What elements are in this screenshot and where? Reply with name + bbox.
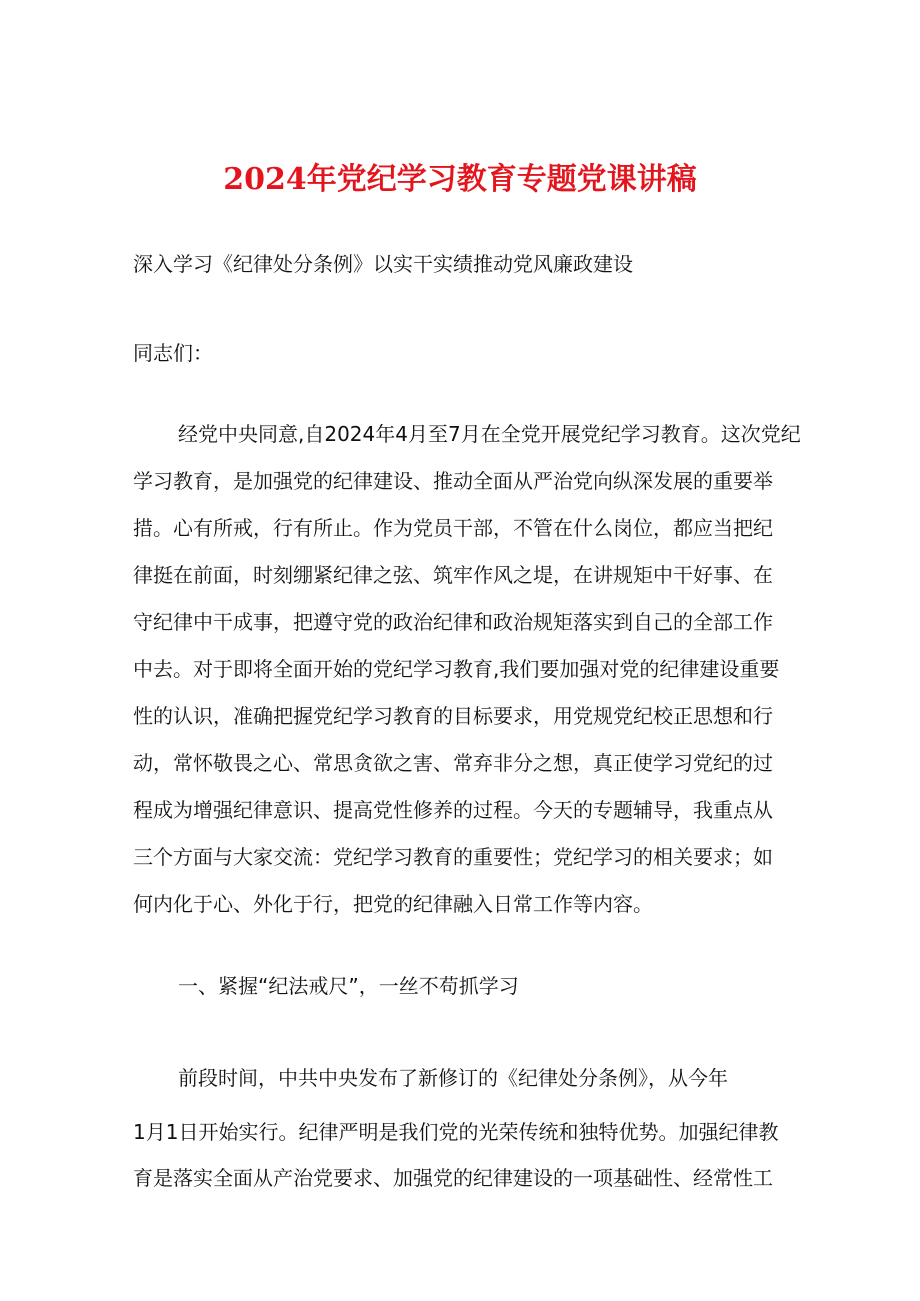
paragraph-line: 守纪律中干成事，把遵守党的政治纪律和政治规矩落实到自己的全部工作 [133,610,773,634]
document-title: 2024年党纪学习教育专题党课讲稿 [223,162,697,197]
section-heading: 一、紧握“纪法戒尺”，一丝不苟抓学习 [178,974,519,998]
paragraph-line: 经党中央同意,自2024年4月至7月在全党开展党纪学习教育。这次党纪 [178,422,801,446]
paragraph-line: 程成为增强纪律意识、提高党性修养的过程。今天的专题辅导，我重点从 [133,798,773,822]
paragraph-line: 学习教育，是加强党的纪律建设、推动全面从严治党向纵深发展的重要举 [133,469,773,493]
paragraph-line: 何内化于心、外化于行，把党的纪律融入日常工作等内容。 [133,892,653,916]
paragraph-line: 中去。对于即将全面开始的党纪学习教育,我们要加强对党的纪律建设重要 [133,657,780,681]
paragraph-line: 措。心有所戒，行有所止。作为党员干部，不管在什么岗位，都应当把纪 [133,516,773,540]
paragraph-line: 性的认识，准确把握党纪学习教育的目标要求，用党规党纪校正思想和行 [133,704,773,728]
paragraph-line: 动，常怀敬畏之心、常思贪欲之害、常弃非分之想，真正使学习党纪的过 [133,751,773,775]
salutation: 同志们： [133,341,213,365]
paragraph-line: 育是落实全面从产治党要求、加强党的纪律建设的一项基础性、经常性工 [133,1166,773,1190]
paragraph-line: 三个方面与大家交流：党纪学习教育的重要性；党纪学习的相关要求；如 [133,845,773,869]
paragraph-line: 1月1日开始实行。纪律严明是我们党的光荣传统和独特优势。加强纪律教 [133,1120,779,1144]
paragraph-line: 律挺在前面，时刻绷紧纪律之弦、筑牢作风之堤，在讲规矩中干好事、在 [133,563,773,587]
document-subtitle: 深入学习《纪律处分条例》以实干实绩推动党风廉政建设 [133,252,633,276]
paragraph-line: 前段时间，中共中央发布了新修订的《纪律处分条例》，从今年 [178,1066,728,1090]
